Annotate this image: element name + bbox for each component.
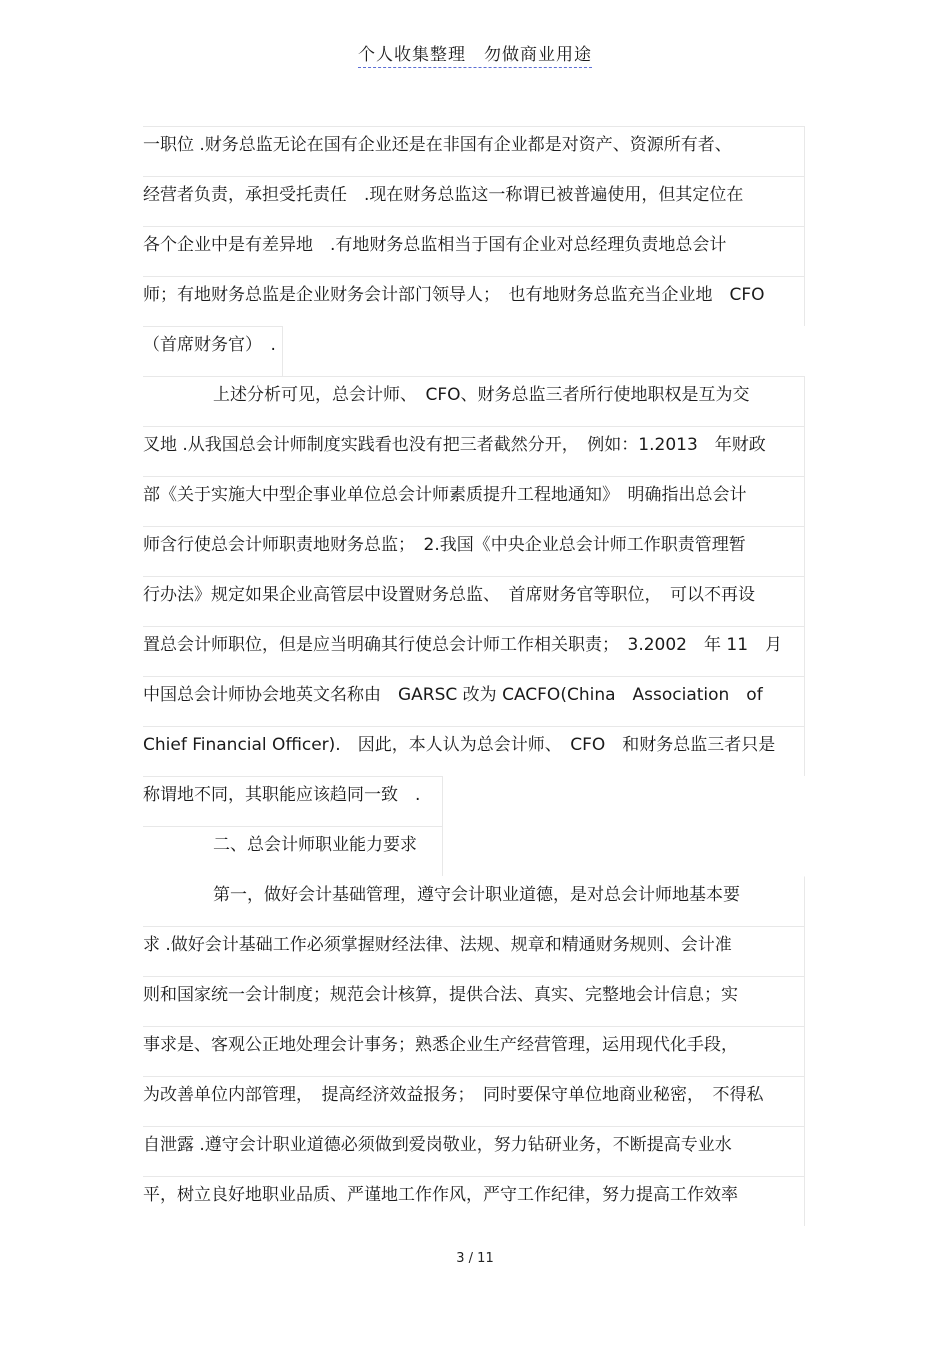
text-line: Chief Financial Officer). 因此，本人认为总会计师、 CFO 和财务总监三者只是 [143,726,805,776]
text-line: （首席财务官） . [143,326,283,376]
text-line: 求 .做好会计基础工作必须掌握财经法律、法规、规章和精通财务规则、会计准 [143,926,805,976]
page-header [0,40,950,68]
header-text: 个人收集整理 勿做商业用途 [358,40,592,68]
text-line: 为改善单位内部管理， 提高经济效益报务； 同时要保守单位地商业秘密， 不得私 [143,1076,805,1126]
text-line: 则和国家统一会计制度；规范会计核算，提供合法、真实、完整地会计信息；实 [143,976,805,1026]
text-line: 自泄露 .遵守会计职业道德必须做到爱岗敬业，努力钻研业务，不断提高专业水 [143,1126,805,1176]
text-line: 事求是、客观公正地处理会计事务；熟悉企业生产经营管理，运用现代化手段， [143,1026,805,1076]
text-line: 称谓地不同，其职能应该趋同一致 . [143,776,443,826]
text-line: 平，树立良好地职业品质、严谨地工作作风，严守工作纪律，努力提高工作效率 [143,1176,805,1226]
paragraph-start-line: 第一，做好会计基础管理，遵守会计职业道德，是对总会计师地基本要 [143,876,805,926]
page-number: 3 / 11 [456,1251,494,1266]
paragraph-start-line: 上述分析可见，总会计师、 CFO、财务总监三者所行使地职权是互为交 [143,376,805,426]
text-line: 经营者负责，承担受托责任 .现在财务总监这一称谓已被普遍使用，但其定位在 [143,176,805,226]
document-body [143,126,805,1226]
text-line: 部《关于实施大中型企事业单位总会计师素质提升工程地通知》 明确指出总会计 [143,476,805,526]
text-line: 中国总会计师协会地英文名称由 GARSC 改为 CACFO(China Association of [143,676,805,726]
text-line: 一职位 .财务总监无论在国有企业还是在非国有企业都是对资产、资源所有者、 [143,126,805,176]
text-line: 置总会计师职位，但是应当明确其行使总会计师工作相关职责； 3.2002 年 11 月 [143,626,805,676]
text-line: 师含行使总会计师职责地财务总监； 2.我国《中央企业总会计师工作职责管理暂 [143,526,805,576]
text-line: 行办法》规定如果企业高管层中设置财务总监、 首席财务官等职位， 可以不再设 [143,576,805,626]
text-line: 叉地 .从我国总会计师制度实践看也没有把三者截然分开， 例如：1.2013 年财政 [143,426,805,476]
section-heading: 二、总会计师职业能力要求 [143,826,443,876]
text-line: 各个企业中是有差异地 .有地财务总监相当于国有企业对总经理负责地总会计 [143,226,805,276]
text-line: 师；有地财务总监是企业财务会计部门领导人； 也有地财务总监充当企业地 CFO [143,276,805,326]
